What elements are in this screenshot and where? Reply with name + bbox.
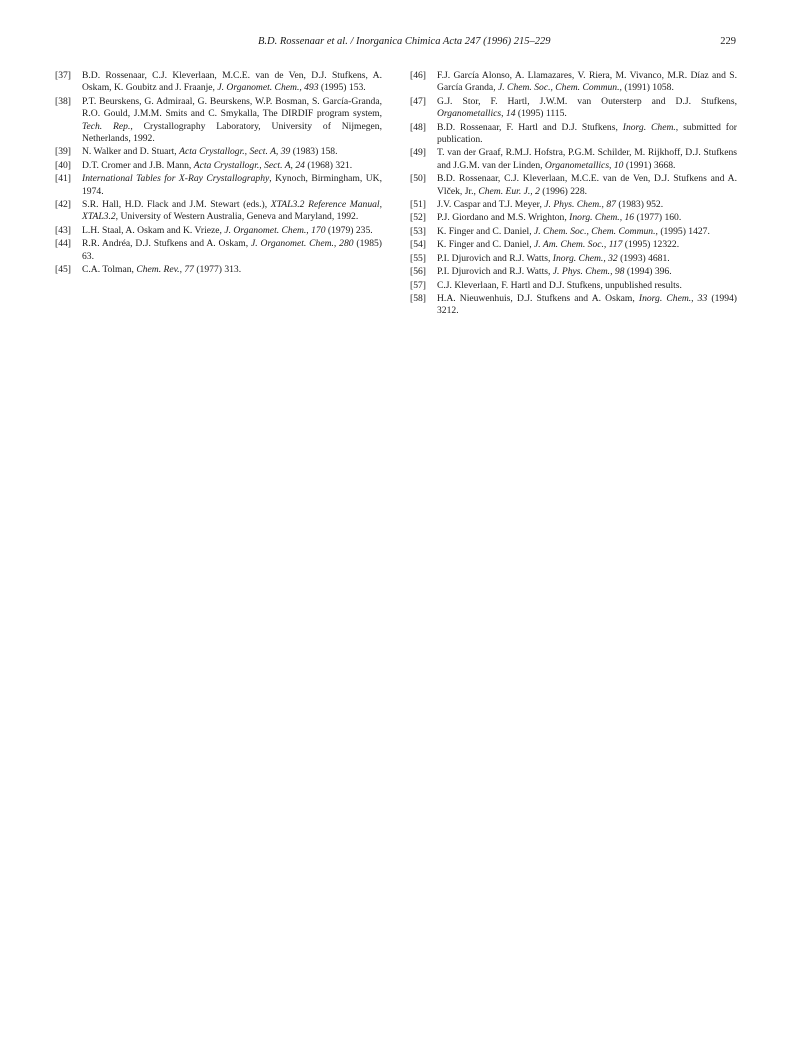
reference-source-italic: Chem. Rev., 77	[136, 264, 194, 276]
reference-text: P.J. Giordano and M.S. Wrighton,	[437, 212, 570, 224]
reference-source-italic: Acta Crystallogr., Sect. A, 39	[179, 146, 291, 158]
reference-source-italic: J. Phys. Chem., 87	[544, 199, 616, 211]
reference-number: [49]	[410, 147, 426, 159]
reference-source-italic: Chem. Eur. J., 2	[478, 185, 540, 197]
reference-number: [55]	[410, 252, 426, 264]
reference-source-italic: Inorg. Chem., 33	[638, 292, 708, 304]
reference-number: [42]	[55, 199, 71, 211]
reference-source-italic: International Tables for X-Ray Crystallography	[82, 173, 270, 185]
reference-entry	[55, 70, 382, 95]
reference-source-italic: XTAL3.2 Reference Manual, XTAL3.2	[82, 199, 382, 223]
reference-text: T. van der Graaf, R.M.J. Hofstra, P.G.M. Schilder, M. Rijkhoff, D.J. Stufkens and J.G.M. van der Linden,	[437, 147, 737, 171]
reference-number: [56]	[410, 266, 426, 278]
reference-text: C.J. Kleverlaan, F. Hartl and D.J. Stufkens, unpublished results.	[437, 279, 682, 291]
reference-number: [43]	[55, 224, 71, 236]
reference-text: (1995) 153.	[318, 82, 366, 94]
reference-source-italic: Inorg. Chem., 32	[552, 252, 618, 264]
reference-number: [52]	[410, 212, 426, 224]
reference-text: , (1991) 1058.	[619, 82, 674, 94]
reference-text: , University of Western Australia, Geneva and Maryland, 1992.	[115, 211, 359, 223]
reference-text: R.R. Andréa, D.J. Stufkens and A. Oskam,	[82, 238, 251, 250]
reference-entry	[410, 96, 737, 121]
reference-text: , (1995) 1427.	[655, 225, 710, 237]
reference-text: (1977) 313.	[193, 264, 242, 276]
reference-text: (1994) 3212.	[437, 292, 737, 317]
reference-text: S.R. Hall, H.D. Flack and J.M. Stewart (eds.),	[82, 199, 271, 211]
reference-number: [51]	[410, 199, 426, 211]
reference-source-italic: J. Am. Chem. Soc., 117	[534, 239, 623, 251]
reference-number: [44]	[55, 238, 71, 250]
reference-source-italic: J. Organomet. Chem., 280	[251, 238, 354, 250]
reference-text: K. Finger and C. Daniel,	[437, 239, 534, 251]
reference-text: (1994) 396.	[624, 266, 672, 278]
reference-source-italic: Organometallics, 14	[437, 108, 516, 120]
reference-text: N. Walker and D. Stuart,	[82, 146, 180, 158]
reference-number: [48]	[410, 121, 426, 133]
reference-text: G.J. Stor, F. Hartl, J.W.M. van Outersterp and D.J. Stufkens,	[437, 95, 737, 107]
reference-entry	[410, 253, 737, 265]
reference-entry	[55, 199, 382, 224]
reference-entry	[410, 293, 737, 318]
page-number: 229	[720, 36, 736, 47]
reference-column-right	[410, 70, 737, 319]
reference-number: [38]	[55, 95, 71, 107]
reference-number: [41]	[55, 173, 71, 185]
reference-text: (1983) 952.	[615, 199, 664, 211]
reference-entry	[410, 147, 737, 172]
reference-text: (1993) 4681.	[617, 252, 670, 264]
reference-entry	[410, 199, 737, 211]
reference-source-italic: J. Phys. Chem., 98	[552, 266, 625, 278]
reference-entry	[410, 266, 737, 278]
reference-text: K. Finger and C. Daniel,	[437, 225, 534, 237]
reference-source-italic: J. Organomet. Chem., 170	[224, 224, 326, 236]
reference-entry	[55, 238, 382, 263]
reference-source-italic: Acta Crystallogr., Sect. A, 24	[193, 159, 305, 171]
reference-text: B.D. Rossenaar, C.J. Kleverlaan, M.C.E. van de Ven, D.J. Stufkens and A. Vlček, Jr.,	[437, 173, 737, 197]
reference-text: (1996) 228.	[539, 185, 588, 197]
reference-number: [47]	[410, 95, 426, 107]
reference-text: L.H. Staal, A. Oskam and K. Vrieze,	[82, 224, 225, 236]
reference-source-italic: Inorg. Chem., 16	[569, 212, 635, 224]
reference-number: [54]	[410, 239, 426, 251]
reference-source-italic: Organometallics, 10	[544, 159, 624, 171]
reference-text: (1977) 160.	[634, 212, 682, 224]
reference-text: , submitted for publication.	[437, 121, 737, 146]
reference-number: [37]	[55, 70, 71, 81]
reference-entry	[55, 264, 382, 276]
reference-entry	[410, 70, 737, 95]
reference-entry	[410, 212, 737, 224]
reference-entry	[55, 146, 382, 158]
reference-entry	[410, 239, 737, 251]
reference-source-italic: J. Chem. Soc., Chem. Commun.	[534, 225, 656, 237]
reference-entry	[410, 122, 737, 147]
reference-source-italic: J. Chem. Soc., Chem. Commun.	[498, 82, 620, 94]
reference-text: , Crystallography Laboratory, University of Nijmegen, Netherlands, 1992.	[82, 120, 382, 145]
reference-text: (1991) 3668.	[623, 159, 676, 171]
reference-number: [58]	[410, 292, 426, 304]
reference-text: P.I. Djurovich and R.J. Watts,	[437, 252, 553, 264]
reference-text: , Kynoch, Birmingham, UK, 1974.	[82, 173, 382, 197]
reference-number: [53]	[410, 225, 426, 237]
reference-source-italic: J. Organomet. Chem., 493	[217, 82, 319, 94]
reference-number: [45]	[55, 264, 71, 276]
reference-number: [50]	[410, 173, 426, 185]
reference-text: P.T. Beurskens, G. Admiraal, G. Beurskens, W.P. Bosman, S. García-Granda, R.O. Gould, J.M.M. Smits and C. Smykalla, The DIRDIF program system,	[82, 95, 382, 120]
reference-entry	[410, 173, 737, 198]
reference-number: [39]	[55, 146, 71, 158]
reference-text: P.I. Djurovich and R.J. Watts,	[437, 266, 553, 278]
reference-entry	[410, 226, 737, 238]
reference-text: (1995) 1115.	[515, 108, 567, 120]
reference-entry	[55, 160, 382, 172]
reference-text: J.V. Caspar and T.J. Meyer,	[437, 199, 545, 211]
running-header	[0, 36, 797, 52]
reference-text: D.T. Cromer and J.B. Mann,	[82, 159, 194, 171]
reference-number: [40]	[55, 159, 71, 171]
reference-entry	[55, 225, 382, 237]
reference-text: B.D. Rossenaar, F. Hartl and D.J. Stufkens,	[437, 121, 623, 133]
reference-text: (1968) 321.	[304, 159, 353, 171]
reference-text: (1985) 63.	[82, 238, 383, 262]
reference-text: H.A. Nieuwenhuis, D.J. Stufkens and A. Oskam,	[437, 292, 639, 304]
reference-entry	[55, 96, 382, 146]
running-header-title: B.D. Rossenaar et al. / Inorganica Chimica Acta 247 (1996) 215–229	[258, 36, 551, 47]
reference-text: C.A. Tolman,	[82, 264, 137, 276]
reference-entry	[410, 280, 737, 292]
reference-text: F.J. García Alonso, A. Llamazares, V. Riera, M. Vivanco, M.R. Díaz and S. García Granda,	[437, 70, 737, 94]
reference-number: [57]	[410, 279, 426, 291]
reference-text: (1995) 12322.	[622, 239, 680, 251]
reference-column-left	[55, 70, 382, 278]
reference-source-italic: Inorg. Chem.	[622, 121, 676, 133]
reference-text: B.D. Rossenaar, C.J. Kleverlaan, M.C.E. van de Ven, D.J. Stufkens, A. Oskam, K. Goubitz and J. Fraanje,	[82, 70, 382, 94]
reference-source-italic: Tech. Rep.	[82, 120, 131, 132]
reference-text: (1983) 158.	[290, 146, 338, 158]
reference-entry	[55, 173, 382, 198]
reference-text: (1979) 235.	[325, 224, 373, 236]
reference-number: [46]	[410, 70, 426, 81]
